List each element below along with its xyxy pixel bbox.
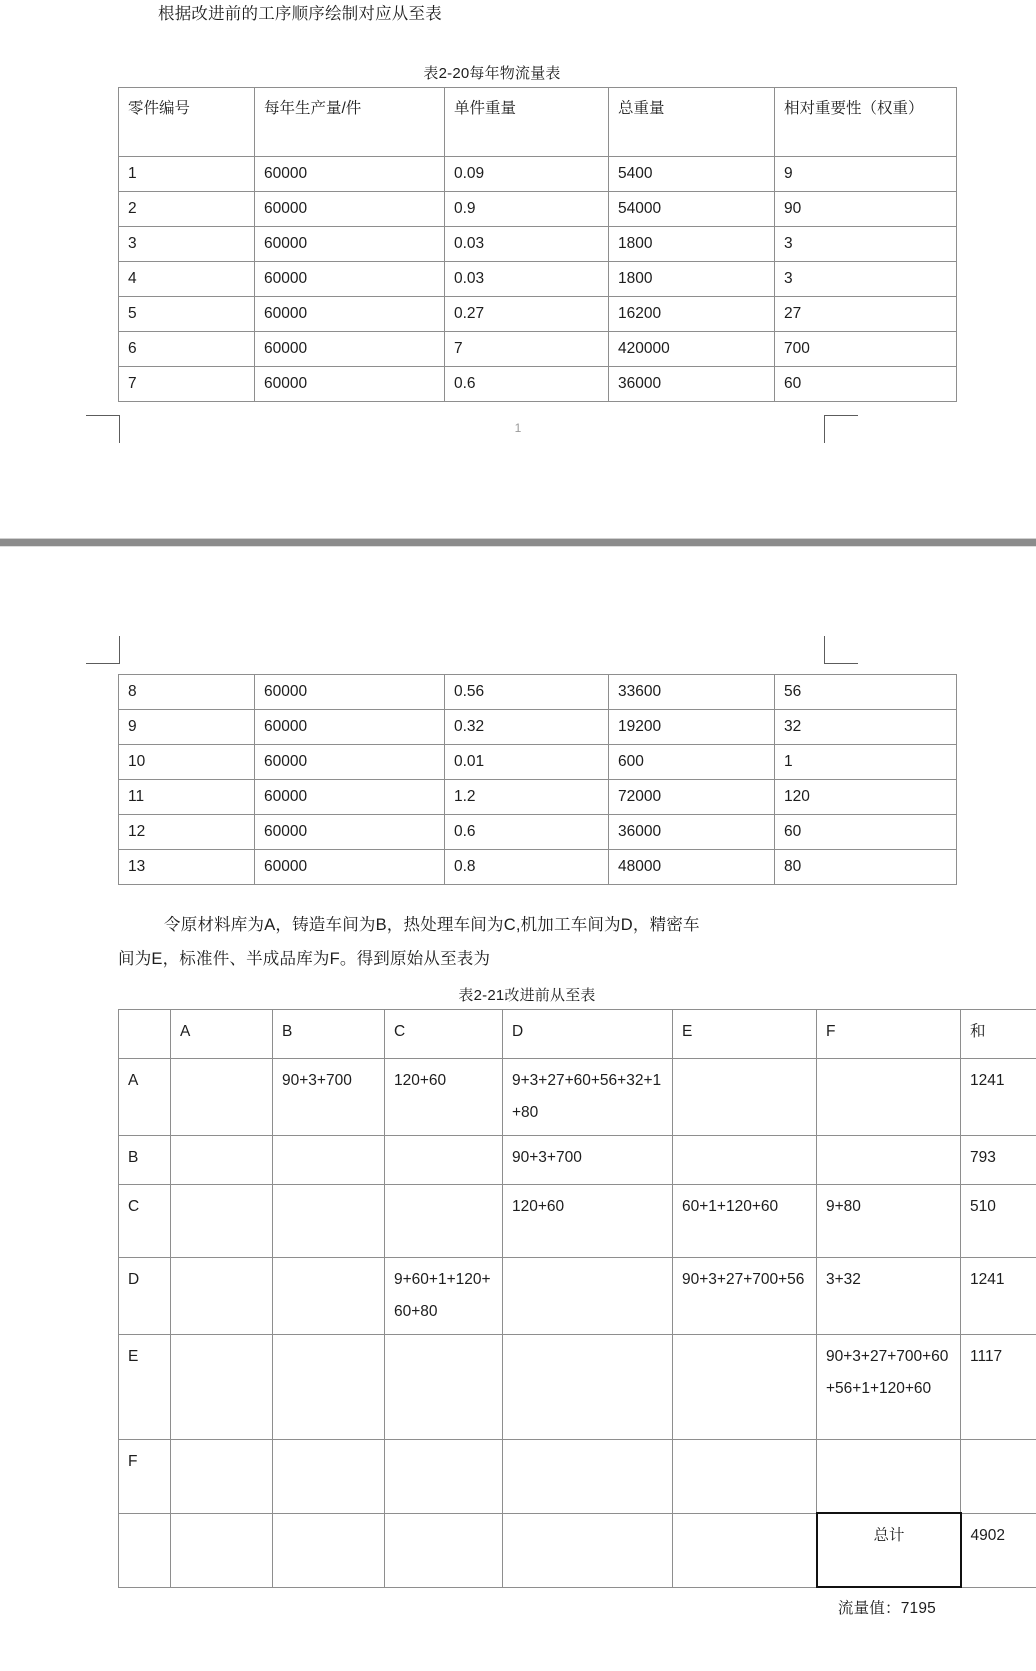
matrix-cell-c-f: 9+80 <box>817 1185 961 1258</box>
matrix-cell-f-f <box>817 1440 961 1514</box>
cell-unit-weight: 0.27 <box>445 297 609 332</box>
annual-material-flow-table <box>118 87 957 402</box>
document-page-1 <box>0 0 1036 435</box>
page-separator <box>0 538 1036 547</box>
matrix-cell-d-c: 9+60+1+120+60+80 <box>385 1258 503 1335</box>
matrix-cell-f-c <box>385 1440 503 1514</box>
table-row <box>119 780 957 815</box>
matrix-header-row <box>119 1010 1036 1059</box>
table-row <box>119 297 957 332</box>
matrix-total-spacer-0 <box>119 1513 171 1587</box>
cell-part-number: 3 <box>119 227 255 262</box>
crop-mark-top-right <box>824 636 858 664</box>
matrix-row-b <box>119 1136 1036 1185</box>
matrix-row-label: C <box>119 1185 171 1258</box>
matrix-col-header-sum: 和 <box>961 1010 1036 1059</box>
cell-weight-factor: 60 <box>775 815 957 850</box>
cell-total-weight: 5400 <box>609 157 775 192</box>
matrix-row-label: A <box>119 1059 171 1136</box>
matrix-row-label: B <box>119 1136 171 1185</box>
cell-weight-factor: 32 <box>775 710 957 745</box>
cell-part-number: 12 <box>119 815 255 850</box>
column-header-unit-weight: 单件重量 <box>445 88 609 157</box>
cell-annual-output: 60000 <box>255 780 445 815</box>
matrix-cell-a-c: 120+60 <box>385 1059 503 1136</box>
matrix-cell-e-f: 90+3+27+700+60+56+1+120+60 <box>817 1335 961 1440</box>
flow-table-header-row <box>119 88 957 157</box>
cell-annual-output: 60000 <box>255 710 445 745</box>
flow-table-head <box>119 88 957 157</box>
matrix-cell-a-d: 9+3+27+60+56+32+1+80 <box>503 1059 673 1136</box>
matrix-col-header-b: B <box>273 1010 385 1059</box>
matrix-table-caption: 表2-21改进前从至表 <box>458 987 596 1004</box>
matrix-cell-b-c <box>385 1136 503 1185</box>
table-row <box>119 192 957 227</box>
cell-unit-weight: 0.56 <box>445 675 609 710</box>
cell-unit-weight: 0.6 <box>445 367 609 402</box>
cell-unit-weight: 0.01 <box>445 745 609 780</box>
matrix-row-label: E <box>119 1335 171 1440</box>
cell-unit-weight: 0.8 <box>445 850 609 885</box>
cell-total-weight: 48000 <box>609 850 775 885</box>
column-header-part-number: 零件编号 <box>119 88 255 157</box>
matrix-cell-d-f: 3+32 <box>817 1258 961 1335</box>
matrix-total-spacer-4 <box>503 1513 673 1587</box>
matrix-row-e <box>119 1335 1036 1440</box>
cell-weight-factor: 90 <box>775 192 957 227</box>
matrix-total-spacer-2 <box>273 1513 385 1587</box>
matrix-cell-a-sum: 1241 <box>961 1059 1036 1136</box>
column-header-relative-importance: 相对重要性（权重） <box>775 88 957 157</box>
matrix-total-value: 4902 <box>961 1513 1036 1587</box>
page1-bottom-crop-marks <box>0 415 1036 449</box>
matrix-cell-e-b <box>273 1335 385 1440</box>
matrix-cell-f-d <box>503 1440 673 1514</box>
matrix-col-header-d: D <box>503 1010 673 1059</box>
cell-weight-factor: 120 <box>775 780 957 815</box>
matrix-cell-f-b <box>273 1440 385 1514</box>
cell-weight-factor: 27 <box>775 297 957 332</box>
matrix-cell-d-e: 90+3+27+700+56 <box>673 1258 817 1335</box>
matrix-col-header-f: F <box>817 1010 961 1059</box>
cell-part-number: 11 <box>119 780 255 815</box>
matrix-cell-d-sum: 1241 <box>961 1258 1036 1335</box>
cell-total-weight: 1800 <box>609 262 775 297</box>
cell-unit-weight: 7 <box>445 332 609 367</box>
matrix-cell-b-a <box>171 1136 273 1185</box>
flow-table-body-page1 <box>119 157 957 402</box>
cell-annual-output: 60000 <box>255 850 445 885</box>
cell-weight-factor: 700 <box>775 332 957 367</box>
flow-table-caption: 表2-20每年物流量表 <box>423 65 561 82</box>
matrix-cell-a-e <box>673 1059 817 1136</box>
cell-weight-factor: 3 <box>775 227 957 262</box>
definition-paragraph <box>118 908 908 976</box>
matrix-cell-e-d <box>503 1335 673 1440</box>
matrix-corner-cell <box>119 1010 171 1059</box>
cell-part-number: 13 <box>119 850 255 885</box>
table-row <box>119 227 957 262</box>
cell-total-weight: 420000 <box>609 332 775 367</box>
cell-annual-output: 60000 <box>255 332 445 367</box>
cell-unit-weight: 0.03 <box>445 227 609 262</box>
cell-part-number: 5 <box>119 297 255 332</box>
matrix-total-label: 总计 <box>817 1513 961 1587</box>
matrix-cell-e-a <box>171 1335 273 1440</box>
cell-total-weight: 72000 <box>609 780 775 815</box>
cell-total-weight: 36000 <box>609 815 775 850</box>
page-number: 1 <box>514 421 522 435</box>
matrix-cell-c-b <box>273 1185 385 1258</box>
matrix-total-spacer-1 <box>171 1513 273 1587</box>
cell-part-number: 10 <box>119 745 255 780</box>
cell-unit-weight: 0.09 <box>445 157 609 192</box>
matrix-cell-d-d <box>503 1258 673 1335</box>
cell-unit-weight: 0.6 <box>445 815 609 850</box>
annual-material-flow-table-continued <box>118 674 957 885</box>
column-header-total-weight: 总重量 <box>609 88 775 157</box>
cell-unit-weight: 0.03 <box>445 262 609 297</box>
matrix-cell-c-a <box>171 1185 273 1258</box>
matrix-cell-b-sum: 793 <box>961 1136 1036 1185</box>
cell-part-number: 7 <box>119 367 255 402</box>
matrix-total-spacer-5 <box>673 1513 817 1587</box>
cell-unit-weight: 0.9 <box>445 192 609 227</box>
matrix-row-label: F <box>119 1440 171 1514</box>
cell-part-number: 2 <box>119 192 255 227</box>
matrix-cell-b-e <box>673 1136 817 1185</box>
matrix-row-label: D <box>119 1258 171 1335</box>
table-row <box>119 262 957 297</box>
matrix-cell-a-f <box>817 1059 961 1136</box>
matrix-cell-f-sum <box>961 1440 1036 1514</box>
cell-unit-weight: 1.2 <box>445 780 609 815</box>
table-row <box>119 815 957 850</box>
flow-value-footnote: 流量值：7195 <box>837 1600 936 1617</box>
cell-total-weight: 36000 <box>609 367 775 402</box>
cell-part-number: 8 <box>119 675 255 710</box>
cell-annual-output: 60000 <box>255 157 445 192</box>
matrix-cell-c-d: 120+60 <box>503 1185 673 1258</box>
cell-total-weight: 16200 <box>609 297 775 332</box>
matrix-total-row <box>119 1513 1036 1587</box>
matrix-col-header-c: C <box>385 1010 503 1059</box>
matrix-cell-f-a <box>171 1440 273 1514</box>
table-row <box>119 332 957 367</box>
matrix-cell-e-c <box>385 1335 503 1440</box>
cell-weight-factor: 56 <box>775 675 957 710</box>
matrix-cell-a-a <box>171 1059 273 1136</box>
matrix-row-c <box>119 1185 1036 1258</box>
column-header-annual-output: 每年生产量/件 <box>255 88 445 157</box>
table-row <box>119 157 957 192</box>
cell-annual-output: 60000 <box>255 815 445 850</box>
cell-weight-factor: 80 <box>775 850 957 885</box>
intro-heading: 根据改进前的工序顺序绘制对应从至表 <box>158 5 442 23</box>
cell-part-number: 1 <box>119 157 255 192</box>
cell-total-weight: 600 <box>609 745 775 780</box>
cell-weight-factor: 1 <box>775 745 957 780</box>
cell-unit-weight: 0.32 <box>445 710 609 745</box>
cell-part-number: 4 <box>119 262 255 297</box>
table-row <box>119 745 957 780</box>
cell-annual-output: 60000 <box>255 675 445 710</box>
cell-part-number: 9 <box>119 710 255 745</box>
crop-mark-top-left <box>86 636 120 664</box>
matrix-cell-c-c <box>385 1185 503 1258</box>
from-to-matrix-table <box>118 1009 1036 1588</box>
cell-weight-factor: 3 <box>775 262 957 297</box>
page2-top-crop-marks <box>0 636 1036 670</box>
paragraph-line-1: 令原材料库为A，铸造车间为B，热处理车间为C,机加工车间为D，精密车 <box>164 916 700 934</box>
matrix-cell-c-sum: 510 <box>961 1185 1036 1258</box>
matrix-cell-d-b <box>273 1258 385 1335</box>
cell-total-weight: 1800 <box>609 227 775 262</box>
table-row <box>119 850 957 885</box>
cell-total-weight: 33600 <box>609 675 775 710</box>
matrix-col-header-e: E <box>673 1010 817 1059</box>
matrix-cell-f-e <box>673 1440 817 1514</box>
matrix-cell-b-f <box>817 1136 961 1185</box>
matrix-cell-c-e: 60+1+120+60 <box>673 1185 817 1258</box>
paragraph-line-2: 间为E，标准件、半成品库为F。得到原始从至表为 <box>118 950 491 968</box>
cell-annual-output: 60000 <box>255 297 445 332</box>
matrix-col-header-a: A <box>171 1010 273 1059</box>
flow-table-body-page2 <box>119 675 957 885</box>
matrix-cell-b-d: 90+3+700 <box>503 1136 673 1185</box>
table-row <box>119 710 957 745</box>
cell-part-number: 6 <box>119 332 255 367</box>
table-row <box>119 675 957 710</box>
matrix-row-a <box>119 1059 1036 1136</box>
cell-annual-output: 60000 <box>255 227 445 262</box>
matrix-row-d <box>119 1258 1036 1335</box>
cell-annual-output: 60000 <box>255 367 445 402</box>
matrix-cell-e-sum: 1117 <box>961 1335 1036 1440</box>
matrix-cell-e-e <box>673 1335 817 1440</box>
cell-annual-output: 60000 <box>255 192 445 227</box>
matrix-cell-d-a <box>171 1258 273 1335</box>
cell-annual-output: 60000 <box>255 745 445 780</box>
cell-total-weight: 54000 <box>609 192 775 227</box>
cell-weight-factor: 60 <box>775 367 957 402</box>
matrix-cell-a-b: 90+3+700 <box>273 1059 385 1136</box>
cell-total-weight: 19200 <box>609 710 775 745</box>
matrix-total-spacer-3 <box>385 1513 503 1587</box>
table-row <box>119 367 957 402</box>
matrix-cell-b-b <box>273 1136 385 1185</box>
document-page-2 <box>0 636 1036 1617</box>
cell-weight-factor: 9 <box>775 157 957 192</box>
matrix-row-f <box>119 1440 1036 1514</box>
cell-annual-output: 60000 <box>255 262 445 297</box>
